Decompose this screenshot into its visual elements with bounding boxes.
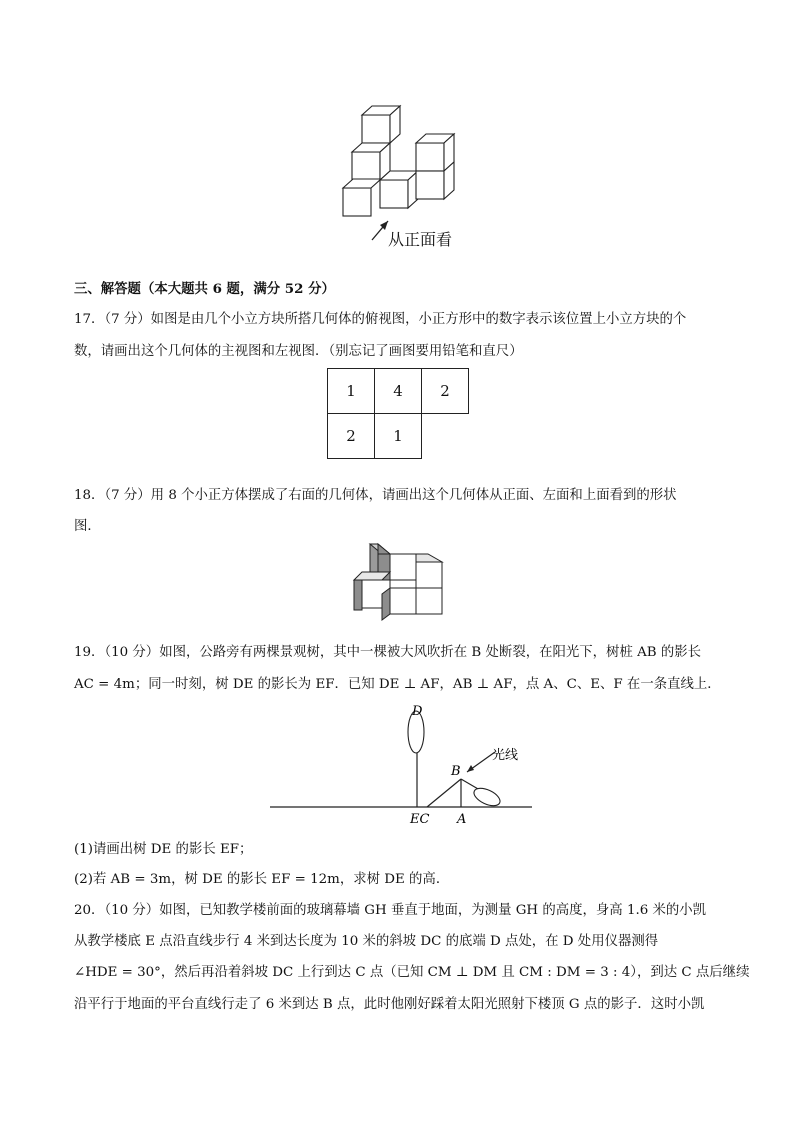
q20-line3: ∠HDE = 30°，然后再沿着斜坡 DC 上行到达 C 点（已知 CM ⊥ DM 且 CM : DM = 3 : 4），到达 C 点后继续: [74, 965, 750, 980]
label-A: A: [457, 812, 467, 827]
q18-line1: 18．（7 分）用 8 个小正方体摆成了右面的几何体，请画出这个几何体从正面、左面和上面看到的形状: [74, 488, 677, 503]
q17-line2: 数，请画出这个几何体的主视图和左视图．（别忘记了画图要用铅笔和直尺）: [74, 344, 523, 359]
q19-sub2: (2)若 AB = 3m，树 DE 的影长 EF = 12m，求树 DE 的高．: [74, 872, 450, 887]
q17-line1: 17．（7 分）如图是由几个小立方块所搭几何体的俯视图，小正方形中的数字表示该位置上小立方块的个: [74, 312, 687, 327]
q19-sub1: (1)请画出树 DE 的影长 EF；: [74, 842, 253, 857]
q20-line4: 沿平行于地面的平台直线行走了 6 米到达 B 点，此时他刚好踩着太阳光照射下楼顶 G 点的影子．这时小凯: [74, 997, 705, 1012]
label-EC: EC: [410, 812, 430, 827]
grid-cell: 2: [327, 413, 375, 459]
q19-line1: 19．（10 分）如图，公路旁有两棵景观树，其中一棵被大风吹折在 B 处断裂，在阳光下，树桩 AB 的影长: [74, 645, 702, 660]
view-caption: 从正面看: [388, 230, 453, 249]
label-B: B: [451, 764, 461, 779]
grid-cell: 4: [374, 368, 422, 414]
q20-line1: 20．（10 分）如图，已知教学楼前面的玻璃幕墙 GH 垂直于地面，为测量 GH 的高度，身高 1.6 米的小凯: [74, 903, 707, 918]
q18-line2: 图．: [74, 519, 101, 534]
eight-cube-figure: [350, 540, 460, 630]
label-light: 光线: [492, 748, 519, 763]
grid-cell: 1: [374, 413, 422, 459]
tree-shadow-figure: [270, 695, 540, 830]
section-heading: 三、解答题（本大题共 6 题，满分 52 分）: [74, 281, 335, 297]
grid-cell: 2: [421, 368, 469, 414]
q19-line2: AC = 4m；同一时刻，树 DE 的影长为 EF．已知 DE ⊥ AF，AB ⊥ AF，点 A、C、E、F 在一条直线上．: [74, 677, 721, 692]
grid-cell: 1: [327, 368, 375, 414]
q20-line2: 从教学楼底 E 点沿直线步行 4 米到达长度为 10 米的斜坡 DC 的底端 D 点处，在 D 处用仪器测得: [74, 934, 659, 949]
label-D: D: [412, 704, 423, 719]
